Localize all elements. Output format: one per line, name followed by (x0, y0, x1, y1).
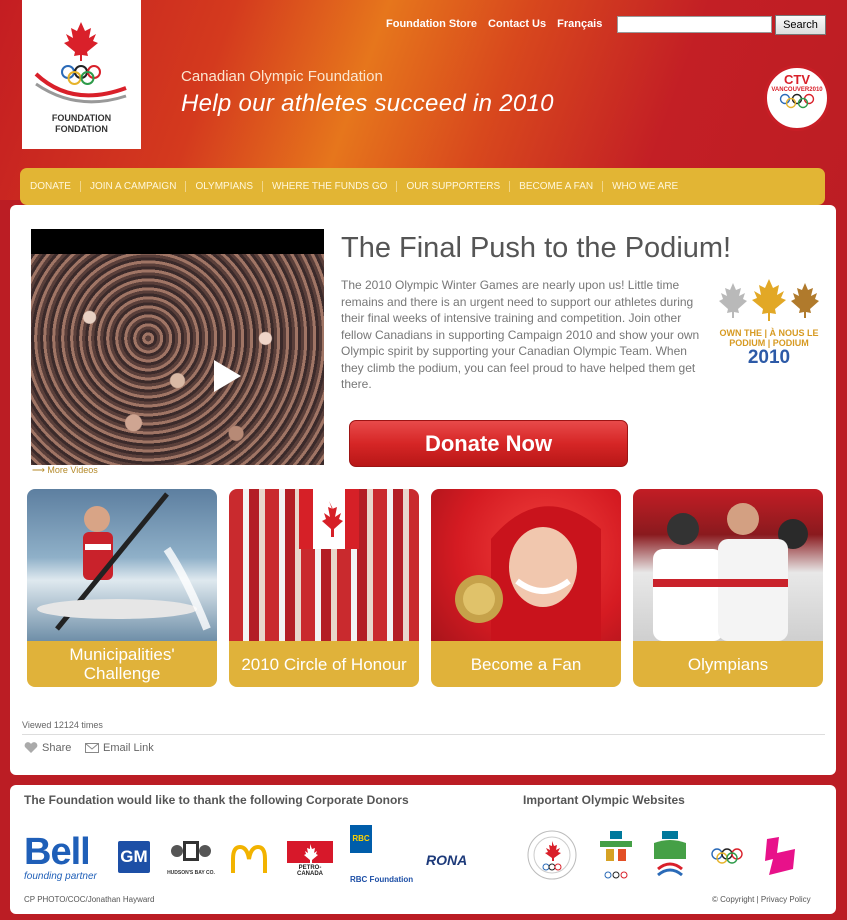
email-label: Email Link (103, 742, 154, 754)
page-title: The Final Push to the Podium! (341, 232, 732, 264)
gm-logo[interactable]: GM (118, 841, 150, 873)
logo-text: FOUNDATION FONDATION (51, 113, 112, 134)
olympic-rings-icon (710, 847, 744, 865)
ctv-vancouver-badge[interactable] (764, 65, 830, 131)
london-2012-icon (763, 835, 799, 879)
footer-sponsors (10, 785, 836, 914)
otp-line-2: PODIUM | PODIUM (729, 338, 809, 348)
vancouver-paralympic-logo[interactable] (648, 829, 692, 890)
otp-year: 2010 (747, 347, 791, 368)
kayak-photo (27, 489, 217, 641)
rbc-shield: RBC (350, 825, 372, 853)
video-player[interactable] (31, 229, 324, 465)
own-the-podium-logo (713, 277, 825, 369)
francais-link[interactable]: Français (557, 18, 603, 30)
nav-olympians[interactable]: OLYMPIANS (185, 181, 262, 192)
nav-join-campaign[interactable]: JOIN A CAMPAIGN (80, 181, 186, 192)
contact-us-link[interactable]: Contact Us (488, 18, 547, 30)
maple-leaf-rings-icon (22, 0, 141, 112)
kayaker-icon (27, 489, 217, 641)
video-thumbnail (31, 254, 324, 465)
email-link[interactable] (85, 742, 154, 754)
tile-circle-of-honour[interactable] (229, 489, 419, 687)
bell-logo[interactable] (24, 833, 97, 882)
paralympic-emblem-icon (648, 829, 692, 885)
donate-now-button[interactable]: Donate Now (349, 420, 628, 467)
olympic-rings-logo[interactable] (710, 847, 744, 870)
maple-leaves-icon (715, 277, 823, 323)
play-icon[interactable] (206, 357, 244, 395)
divider (22, 734, 825, 735)
foundation-store-link[interactable]: Foundation Store (386, 18, 478, 30)
org-name: Canadian Olympic Foundation (181, 68, 383, 85)
olympic-sites-title: Important Olympic Websites (523, 793, 685, 807)
envelope-icon (85, 743, 99, 753)
nav-where-funds-go[interactable]: WHERE THE FUNDS GO (262, 181, 396, 192)
coc-seal-icon (526, 829, 578, 881)
main-content (10, 205, 836, 775)
olympic-rings-icon (777, 93, 817, 109)
tile-caption: 2010 Circle of Honour (229, 641, 419, 687)
petro-label: PETRO-CANADA (297, 865, 323, 877)
hockey-players-icon (633, 489, 823, 641)
heart-icon (24, 742, 38, 754)
more-videos-label: More Videos (47, 465, 98, 475)
ctv-label: CTV (784, 72, 810, 87)
intro-text: The 2010 Olympic Winter Games are nearly upon us! Little time remains and there is an urgent need to support our athletes during their final weeks of intensive training and competition. Join other fellow Canadians in supporting Campaign 2010 and show your own Olympic spirit by supporting your Canadian Olympic Team. When they climb the podium, you can feel proud to have helped them get there. (341, 278, 700, 391)
more-videos-link[interactable] (32, 465, 98, 476)
tile-olympians[interactable] (633, 489, 823, 687)
canada-flag-icon (229, 489, 419, 641)
share-link[interactable] (24, 742, 71, 754)
team-parade-photo (229, 489, 419, 641)
search-input[interactable] (617, 16, 772, 33)
petro-canada-logo[interactable] (287, 841, 333, 877)
share-label: Share (42, 742, 72, 754)
vancouver-2010-logo[interactable] (596, 829, 636, 890)
rbc-foundation-label: RBC Foundation (350, 875, 414, 884)
tile-become-a-fan[interactable] (431, 489, 621, 687)
search-button[interactable]: Search (775, 15, 826, 35)
arrow-right-icon: ⟶ (32, 465, 48, 475)
vancouver-label: VANCOUVER2010 (771, 87, 823, 93)
rbc-logo[interactable] (350, 825, 413, 884)
view-count: Viewed 12124 times (22, 720, 103, 730)
hbc-label: HUDSON'S BAY CO. (167, 870, 215, 876)
inukshuk-icon (596, 829, 636, 885)
bell-subtitle: founding partner (24, 871, 97, 882)
copyright-privacy-links[interactable]: © Copyright | Privacy Policy (712, 895, 811, 904)
tagline: Help our athletes succeed in 2010 (181, 90, 554, 117)
tile-caption: Become a Fan (431, 641, 621, 687)
otp-line-1: OWN THE | À NOUS LE (719, 328, 819, 338)
golden-arches-icon (231, 845, 267, 873)
nav-who-we-are[interactable]: WHO WE ARE (602, 181, 687, 192)
top-links (386, 18, 602, 30)
hbc-logo[interactable] (167, 837, 215, 876)
hockey-team-photo (633, 489, 823, 641)
coat-of-arms-icon (169, 837, 213, 865)
foundation-logo[interactable] (22, 0, 141, 149)
athlete-medal-photo (431, 489, 621, 641)
coc-emblem[interactable] (526, 829, 578, 886)
photo-credit: CP PHOTO/COC/Jonathan Hayward (24, 895, 155, 904)
nav-donate[interactable]: DONATE (30, 181, 71, 192)
london-2012-logo[interactable] (763, 835, 799, 884)
nav-our-supporters[interactable]: OUR SUPPORTERS (396, 181, 509, 192)
athlete-with-medal-icon (431, 489, 621, 641)
tile-caption: Municipalities' Challenge (27, 641, 217, 687)
main-nav (20, 168, 825, 205)
tile-caption: Olympians (633, 641, 823, 687)
mcdonalds-logo[interactable] (231, 845, 267, 878)
bell-wordmark: Bell (24, 831, 90, 873)
rona-logo[interactable]: RONA (426, 852, 468, 868)
nav-become-fan[interactable]: BECOME A FAN (509, 181, 602, 192)
donors-title: The Foundation would like to thank the following Corporate Donors (24, 793, 409, 807)
tile-municipalities-challenge[interactable] (27, 489, 217, 687)
petro-leaf-icon (287, 841, 333, 863)
